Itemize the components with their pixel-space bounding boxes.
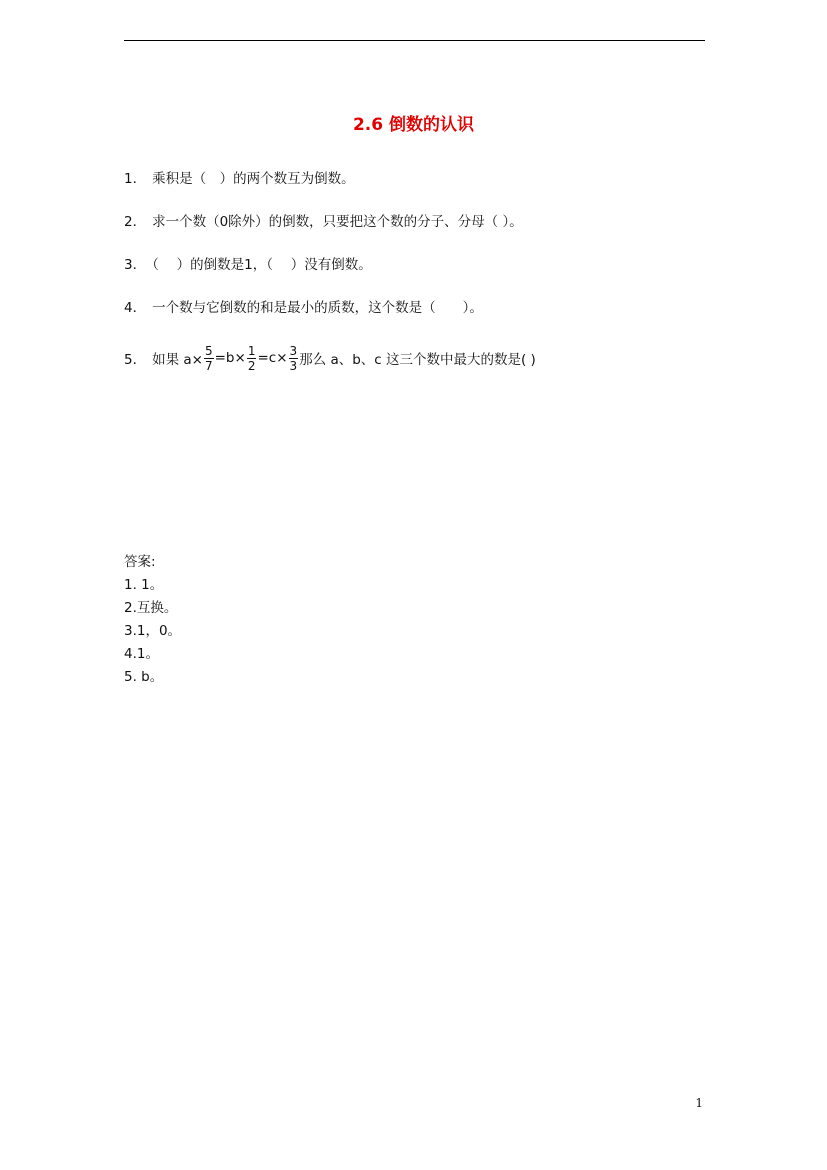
fraction (289, 344, 299, 373)
question-text: 乘积是（ ）的两个数互为倒数。 (152, 171, 355, 187)
question-3 (124, 253, 372, 273)
question-2 (124, 210, 523, 230)
fraction-numerator: 1 (247, 343, 256, 358)
fraction-numerator: 5 (204, 343, 213, 358)
fraction-denominator: 3 (289, 358, 298, 373)
question-number: 1． (124, 171, 147, 187)
question-number: 5． (124, 352, 147, 368)
page-number: 1 (695, 1096, 703, 1110)
answer-item: 1. 1。 (124, 577, 164, 593)
question-text: （ ）的倒数是1，（ ）没有倒数。 (152, 257, 372, 273)
fraction-denominator: 2 (247, 358, 256, 373)
answer-item: 3.1，0。 (124, 623, 182, 639)
page-title: 2.6 倒数的认识 (352, 115, 475, 135)
question-number: 4． (124, 300, 147, 316)
header-rule (124, 40, 705, 41)
answer-item: 5. b。 (124, 669, 164, 685)
question-number: 3． (124, 257, 147, 273)
fraction-numerator: 3 (289, 343, 298, 358)
question-1 (124, 167, 355, 187)
question-number: 2． (124, 214, 147, 230)
question-4 (124, 296, 483, 316)
answers-heading: 答案: (124, 554, 156, 570)
fraction (247, 344, 257, 373)
answer-item: 4.1。 (124, 646, 159, 662)
question-text-segment: =b× (214, 350, 246, 366)
answer-item: 2.互换。 (124, 600, 178, 616)
answers-section (124, 551, 181, 689)
question-text: 求一个数（0除外）的倒数，只要把这个数的分子、分母（ ）。 (152, 214, 523, 230)
fraction (204, 344, 214, 373)
question-text-segment: =c× (257, 350, 288, 366)
fraction-denominator: 7 (204, 358, 213, 373)
question-text-segment: 那么 a、b、c 这三个数中最大的数是( ) (299, 352, 536, 368)
question-text: 一个数与它倒数的和是最小的质数，这个数是（ ）。 (152, 300, 483, 316)
question-text-segment: 如果 a× (152, 352, 203, 368)
question-5 (124, 340, 536, 376)
